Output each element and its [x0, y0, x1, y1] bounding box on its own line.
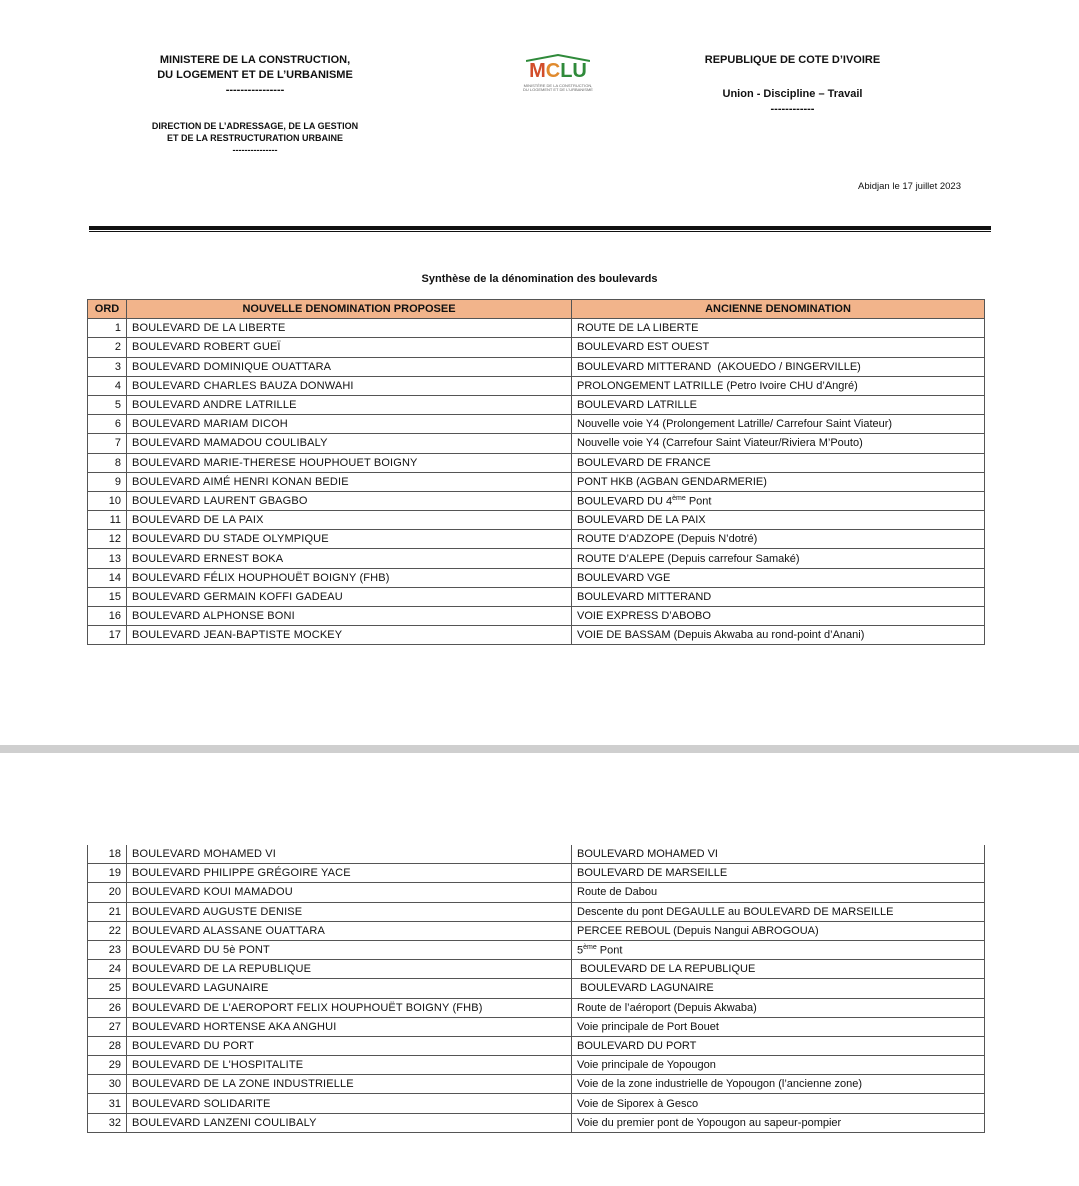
boulevards-table — [87, 299, 985, 645]
old-name-text: PONT HKB (AGBAN GENDARMERIE) — [577, 475, 767, 488]
table-row — [88, 998, 985, 1017]
table-row — [88, 338, 985, 357]
old-name-text: BOULEVARD VGE — [577, 571, 671, 584]
row-ord: 22 — [88, 921, 127, 940]
row-new-name: BOULEVARD PHILIPPE GRÉGOIRE YACE — [127, 864, 572, 883]
old-name-text: Nouvelle voie Y4 (Prolongement Latrille/ Carrefour Saint Viateur) — [577, 418, 893, 431]
old-name-text: BOULEVARD DE MARSEILLE — [577, 867, 728, 880]
table-row — [88, 1036, 985, 1055]
row-ord: 16 — [88, 607, 127, 626]
row-new-name: BOULEVARD LANZENI COULIBALY — [127, 1113, 572, 1132]
row-old-name — [572, 338, 985, 357]
old-name-text: VOIE DE BASSAM (Depuis Akwaba au rond-point d’Anani) — [577, 629, 865, 642]
row-old-name — [572, 530, 985, 549]
row-new-name: BOULEVARD LAURENT GBAGBO — [127, 491, 572, 510]
document-page-2 — [0, 753, 1079, 1186]
row-ord: 28 — [88, 1036, 127, 1055]
row-ord: 25 — [88, 979, 127, 998]
old-name-suffix: Pont — [596, 944, 623, 957]
table-row — [88, 511, 985, 530]
table-row — [88, 376, 985, 395]
logo-subtitle-1: MINISTÈRE DE LA CONSTRUCTION, — [523, 83, 593, 88]
row-old-name — [572, 587, 985, 606]
table-row — [88, 319, 985, 338]
table-row — [88, 1017, 985, 1036]
old-name-text: ROUTE DE LA LIBERTE — [577, 322, 699, 335]
table-row — [88, 864, 985, 883]
old-name-text: Voie de la zone industrielle de Yopougon (l’ancienne zone) — [577, 1078, 862, 1091]
logo-subtitle — [518, 84, 598, 92]
row-old-name — [572, 376, 985, 395]
row-ord: 4 — [88, 376, 127, 395]
table-row — [88, 940, 985, 959]
row-new-name: BOULEVARD SOLIDARITE — [127, 1094, 572, 1113]
table-row — [88, 1094, 985, 1113]
header-divider — [89, 226, 991, 230]
row-new-name: BOULEVARD DE LA PAIX — [127, 511, 572, 530]
row-ord: 8 — [88, 453, 127, 472]
col-header-new-name: NOUVELLE DENOMINATION PROPOSEE — [127, 300, 572, 319]
row-old-name — [572, 998, 985, 1017]
row-new-name: BOULEVARD MARIE-THERESE HOUPHOUET BOIGNY — [127, 453, 572, 472]
old-name-text: BOULEVARD DE LA REPUBLIQUE — [577, 963, 756, 976]
row-new-name: BOULEVARD MOHAMED VI — [127, 845, 572, 864]
table-row — [88, 921, 985, 940]
old-name-text: ROUTE D’ALEPE (Depuis carrefour Samaké) — [577, 552, 800, 565]
ministry-line-2: DU LOGEMENT ET DE L’URBANISME — [157, 69, 353, 81]
header-divider-thin — [89, 231, 991, 232]
table-row — [88, 491, 985, 510]
logo-letter-c: C — [545, 60, 561, 82]
table-row — [88, 472, 985, 491]
row-old-name — [572, 395, 985, 414]
old-name-text: BOULEVARD DU 4 — [577, 495, 673, 508]
republic-header — [680, 53, 905, 68]
row-new-name: BOULEVARD ERNEST BOKA — [127, 549, 572, 568]
row-old-name — [572, 626, 985, 645]
direction-header — [145, 120, 365, 156]
mclu-logo — [518, 54, 598, 94]
national-motto: Union - Discipline – Travail — [722, 88, 863, 100]
row-ord: 12 — [88, 530, 127, 549]
table-row — [88, 530, 985, 549]
row-old-name — [572, 549, 985, 568]
row-old-name — [572, 979, 985, 998]
old-name-text: PROLONGEMENT LATRILLE (Petro Ivoire CHU d’Angré) — [577, 379, 858, 392]
table-row — [88, 607, 985, 626]
row-ord: 27 — [88, 1017, 127, 1036]
row-old-name — [572, 1094, 985, 1113]
row-old-name — [572, 1113, 985, 1132]
table-row — [88, 960, 985, 979]
logo-letters-lu: LU — [560, 60, 587, 82]
row-new-name: BOULEVARD DU PORT — [127, 1036, 572, 1055]
table-row — [88, 357, 985, 376]
old-name-text: BOULEVARD DU PORT — [577, 1039, 697, 1052]
old-name-suffix: Pont — [685, 495, 712, 508]
old-name-superscript: ème — [583, 943, 597, 951]
table-row — [88, 902, 985, 921]
row-ord: 26 — [88, 998, 127, 1017]
col-header-old-name: ANCIENNE DENOMINATION — [572, 300, 985, 319]
logo-letter-m: M — [529, 60, 546, 82]
row-ord: 17 — [88, 626, 127, 645]
table-row — [88, 549, 985, 568]
old-name-superscript: ème — [672, 494, 686, 502]
row-old-name — [572, 960, 985, 979]
old-name-text: BOULEVARD MITTERAND (AKOUEDO / BINGERVILLE) — [577, 360, 861, 373]
row-new-name: BOULEVARD HORTENSE AKA ANGHUI — [127, 1017, 572, 1036]
row-new-name: BOULEVARD MARIAM DICOH — [127, 415, 572, 434]
document-title: Synthèse de la dénomination des boulevards — [421, 273, 658, 285]
row-new-name: BOULEVARD ANDRE LATRILLE — [127, 395, 572, 414]
row-new-name: BOULEVARD ALASSANE OUATTARA — [127, 921, 572, 940]
old-name-text: PERCEE REBOUL (Depuis Nangui ABROGOUA) — [577, 924, 819, 937]
row-old-name — [572, 568, 985, 587]
old-name-text: BOULEVARD LATRILLE — [577, 399, 698, 412]
row-new-name: BOULEVARD DU STADE OLYMPIQUE — [127, 530, 572, 549]
old-name-text: BOULEVARD LAGUNAIRE — [577, 982, 714, 995]
old-name-text: Voie principale de Yopougon — [577, 1059, 716, 1072]
old-name-text: Route de Dabou — [577, 886, 658, 899]
row-new-name: BOULEVARD GERMAIN KOFFI GADEAU — [127, 587, 572, 606]
row-new-name: BOULEVARD JEAN-BAPTISTE MOCKEY — [127, 626, 572, 645]
row-new-name: BOULEVARD AUGUSTE DENISE — [127, 902, 572, 921]
table-row — [88, 395, 985, 414]
row-ord: 31 — [88, 1094, 127, 1113]
row-new-name: BOULEVARD DE LA LIBERTE — [127, 319, 572, 338]
table-row — [88, 979, 985, 998]
table-row — [88, 1113, 985, 1132]
table-row — [88, 845, 985, 864]
row-new-name: BOULEVARD DU 5è PONT — [127, 940, 572, 959]
row-ord: 11 — [88, 511, 127, 530]
row-old-name — [572, 902, 985, 921]
row-old-name — [572, 921, 985, 940]
old-name-text: BOULEVARD DE LA PAIX — [577, 514, 706, 527]
old-name-text: ROUTE D’ADZOPE (Depuis N’dotré) — [577, 533, 758, 546]
row-old-name — [572, 864, 985, 883]
table-row — [88, 1075, 985, 1094]
row-ord: 29 — [88, 1056, 127, 1075]
row-old-name — [572, 940, 985, 959]
table-row — [88, 1056, 985, 1075]
direction-separator: --------------- — [232, 145, 278, 155]
row-ord: 24 — [88, 960, 127, 979]
row-new-name: BOULEVARD FÉLIX HOUPHOUËT BOIGNY (FHB) — [127, 568, 572, 587]
row-ord: 7 — [88, 434, 127, 453]
old-name-text: Voie du premier pont de Yopougon au sapeur-pompier — [577, 1116, 842, 1129]
republic-name: REPUBLIQUE DE COTE D’IVOIRE — [704, 54, 881, 66]
old-name-text: Voie principale de Port Bouet — [577, 1020, 719, 1033]
row-old-name — [572, 511, 985, 530]
row-ord: 18 — [88, 845, 127, 864]
old-name-text: Voie de Siporex à Gesco — [577, 1097, 699, 1110]
motto-separator: ------------ — [770, 103, 815, 115]
row-old-name — [572, 434, 985, 453]
old-name-text: Descente du pont DEGAULLE au BOULEVARD DE MARSEILLE — [577, 905, 894, 918]
table-row — [88, 453, 985, 472]
row-old-name — [572, 845, 985, 864]
old-name-text: Nouvelle voie Y4 (Carrefour Saint Viateur/Riviera M’Pouto) — [577, 437, 863, 450]
row-new-name: BOULEVARD AIMÉ HENRI KONAN BEDIE — [127, 472, 572, 491]
row-old-name — [572, 415, 985, 434]
ministry-header — [145, 53, 365, 98]
row-old-name — [572, 319, 985, 338]
ministry-line-1: MINISTERE DE LA CONSTRUCTION, — [159, 54, 351, 66]
row-new-name: BOULEVARD DE LA REPUBLIQUE — [127, 960, 572, 979]
row-ord: 13 — [88, 549, 127, 568]
row-ord: 32 — [88, 1113, 127, 1132]
row-ord: 3 — [88, 357, 127, 376]
table-header-row — [88, 300, 985, 319]
old-name-text: BOULEVARD MITTERAND — [577, 590, 712, 603]
row-old-name — [572, 1056, 985, 1075]
ministry-separator: ---------------- — [225, 84, 285, 96]
row-old-name — [572, 357, 985, 376]
row-new-name: BOULEVARD ROBERT GUEÏ — [127, 338, 572, 357]
logo-subtitle-2: DU LOGEMENT ET DE L'URBANISME — [523, 87, 593, 92]
row-old-name — [572, 453, 985, 472]
table-row — [88, 587, 985, 606]
row-new-name: BOULEVARD KOUI MAMADOU — [127, 883, 572, 902]
old-name-text: BOULEVARD MOHAMED VI — [577, 848, 718, 861]
row-ord: 9 — [88, 472, 127, 491]
old-name-text: BOULEVARD EST OUEST — [577, 341, 710, 354]
motto-block — [680, 87, 905, 117]
row-old-name — [572, 472, 985, 491]
row-old-name — [572, 1036, 985, 1055]
row-ord: 21 — [88, 902, 127, 921]
row-old-name — [572, 883, 985, 902]
row-new-name: BOULEVARD DOMINIQUE OUATTARA — [127, 357, 572, 376]
row-old-name — [572, 1017, 985, 1036]
logo-wordmark — [518, 60, 598, 83]
row-new-name: BOULEVARD DE LA ZONE INDUSTRIELLE — [127, 1075, 572, 1094]
row-ord: 2 — [88, 338, 127, 357]
row-ord: 30 — [88, 1075, 127, 1094]
row-ord: 15 — [88, 587, 127, 606]
row-new-name: BOULEVARD MAMADOU COULIBALY — [127, 434, 572, 453]
row-ord: 23 — [88, 940, 127, 959]
direction-line-2: ET DE LA RESTRUCTURATION URBAINE — [167, 133, 343, 143]
col-header-ord: ORD — [88, 300, 127, 319]
row-ord: 14 — [88, 568, 127, 587]
table-row — [88, 434, 985, 453]
table-row — [88, 626, 985, 645]
old-name-text: 5 — [577, 944, 584, 957]
old-name-text: Route de l’aéroport (Depuis Akwaba) — [577, 1001, 757, 1014]
row-old-name — [572, 1075, 985, 1094]
page-gap — [0, 745, 1079, 753]
direction-line-1: DIRECTION DE L’ADRESSAGE, DE LA GESTION — [151, 121, 359, 131]
row-old-name — [572, 607, 985, 626]
row-new-name: BOULEVARD DE L'AEROPORT FELIX HOUPHOUËT BOIGNY (FHB) — [127, 998, 572, 1017]
table-row — [88, 883, 985, 902]
row-ord: 5 — [88, 395, 127, 414]
row-ord: 6 — [88, 415, 127, 434]
row-new-name: BOULEVARD CHARLES BAUZA DONWAHI — [127, 376, 572, 395]
row-ord: 10 — [88, 491, 127, 510]
table-row — [88, 568, 985, 587]
row-old-name — [572, 491, 985, 510]
row-ord: 1 — [88, 319, 127, 338]
document-date: Abidjan le 17 juillet 2023 — [858, 181, 961, 192]
row-ord: 19 — [88, 864, 127, 883]
row-new-name: BOULEVARD ALPHONSE BONI — [127, 607, 572, 626]
row-ord: 20 — [88, 883, 127, 902]
row-new-name: BOULEVARD DE L'HOSPITALITE — [127, 1056, 572, 1075]
boulevards-table-continued — [87, 845, 985, 1133]
old-name-text: BOULEVARD DE FRANCE — [577, 456, 711, 469]
row-new-name: BOULEVARD LAGUNAIRE — [127, 979, 572, 998]
table-row — [88, 415, 985, 434]
old-name-text: VOIE EXPRESS D’ABOBO — [577, 610, 711, 623]
